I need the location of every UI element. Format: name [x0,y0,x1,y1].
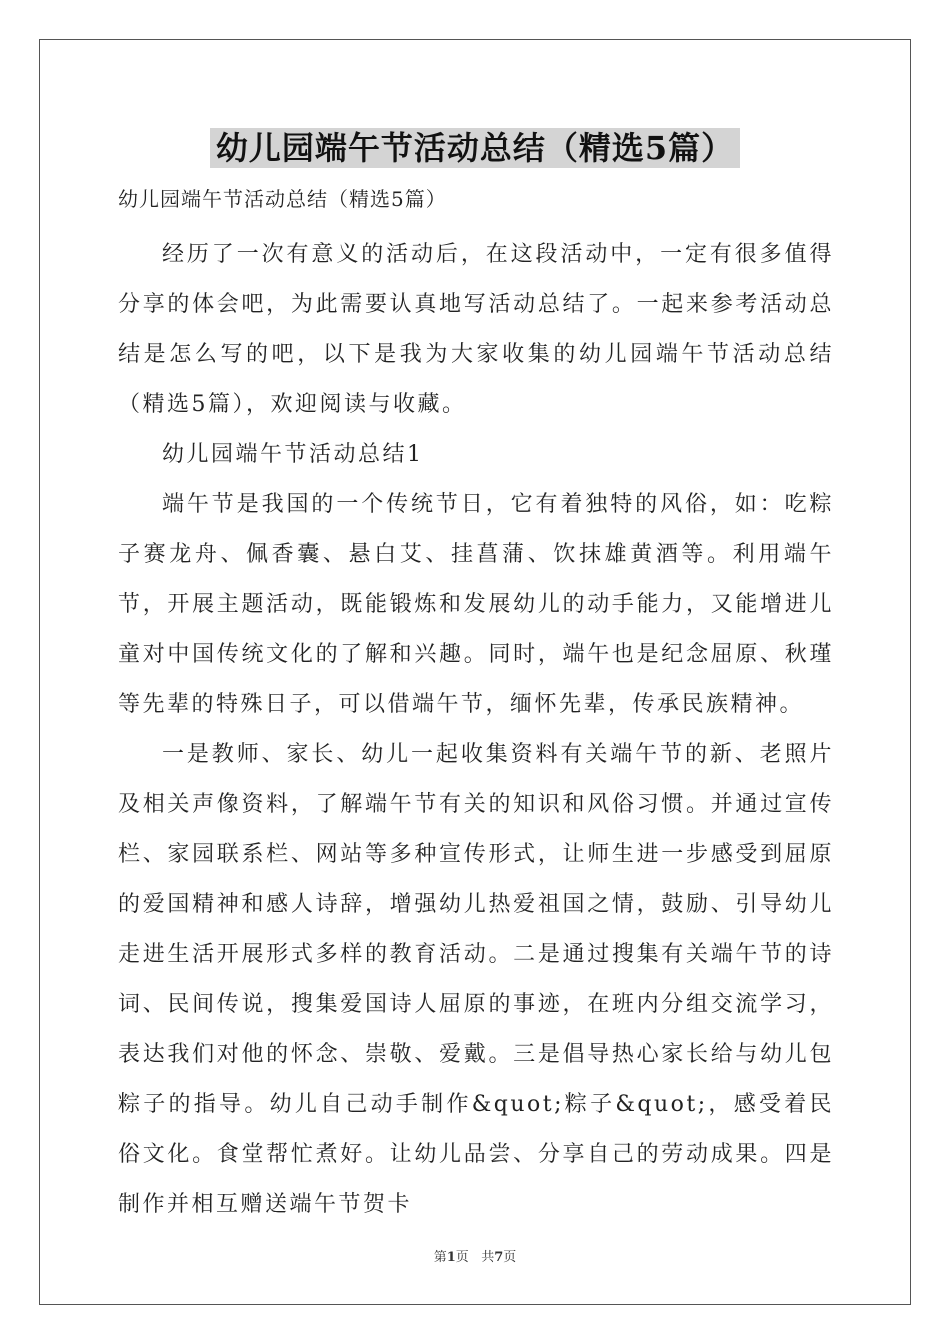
page-footer [0,1246,950,1265]
document-title: 幼儿园端午节活动总结（精选5篇） [210,128,740,168]
document-subtitle: 幼儿园端午节活动总结（精选5篇） [118,187,447,211]
page-label-prefix: 第 [433,1250,447,1265]
intro-paragraph: 经历了一次有意义的活动后，在这段活动中，一定有很多值得分享的体会吧，为此需要认真地写活动总结了。一起来参考活动总结是怎么写的吧，以下是我为大家收集的幼儿园端午节活动总结（精选5篇），欢迎阅读与收藏。 [118,242,834,417]
page-label-suffix: 页 [455,1250,469,1265]
body-paragraph: 端午节是我国的一个传统节日，它有着独特的风俗，如：吃粽子赛龙舟、佩香囊、悬白艾、挂菖蒲、饮抹雄黄酒等。利用端午节，开展主题活动，既能锻炼和发展幼儿的动手能力，又能增进儿童对中国传统文化的了解和兴趣。同时，端午也是纪念屈原、秋瑾等先辈的特殊日子，可以借端午节，缅怀先辈，传承民族精神。 [118,492,834,717]
section-heading: 幼儿园端午节活动总结1 [162,442,424,467]
body-paragraph: 一是教师、家长、幼儿一起收集资料有关端午节的新、老照片及相关声像资料，了解端午节有关的知识和风俗习惯。并通过宣传栏、家园联系栏、网站等多种宣传形式，让师生进一步感受到屈原的爱国精神和感人诗辞，增强幼儿热爱祖国之情，鼓励、引导幼儿走进生活开展形式多样的教育活动。二是通过搜集有关端午节的诗词、民间传说，搜集爱国诗人屈原的事迹，在班内分组交流学习，表达我们对他的怀念、崇敬、爱戴。三是倡导热心家长给与幼儿包粽子的指导。幼儿自己动手制作&quot;粽子&quot;，感受着民俗文化。食堂帮忙煮好。让幼儿品尝、分享自己的劳动成果。四是制作并相互赠送端午节贺卡 [118,742,834,1217]
total-label-prefix: 共 [481,1250,495,1265]
total-pages: 7 [494,1250,504,1265]
title-block [0,128,950,168]
total-label-suffix: 页 [503,1250,517,1265]
document-body [118,230,834,1230]
page-number: 1 [446,1250,456,1265]
